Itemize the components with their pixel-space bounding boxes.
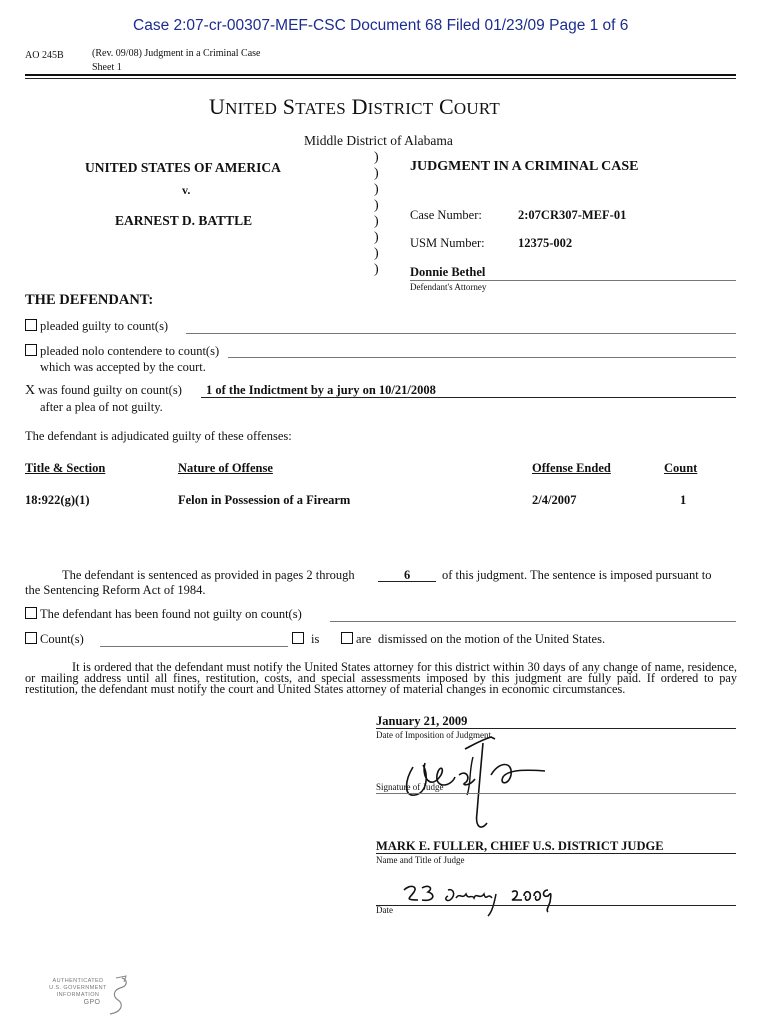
are-option: are bbox=[341, 632, 371, 647]
pleaded-guilty-option: pleaded guilty to count(s) bbox=[25, 319, 168, 334]
adjudicated-text: The defendant is adjudicated guilty of these offenses: bbox=[25, 429, 292, 443]
plaintiff-name: UNITED STATES OF AMERICA bbox=[85, 160, 281, 175]
header-nature: Nature of Offense bbox=[178, 461, 273, 475]
gpo-seal: AUTHENTICATED U.S. GOVERNMENT INFORMATION GPO bbox=[38, 974, 138, 1016]
sentence-text-a: The defendant is sentenced as provided in pages 2 through bbox=[62, 568, 355, 582]
versus: v. bbox=[182, 183, 191, 197]
header-offense-ended: Offense Ended bbox=[532, 461, 611, 475]
date-label: Date bbox=[376, 905, 393, 915]
header-count: Count bbox=[664, 461, 698, 475]
found-guilty-line bbox=[201, 397, 736, 398]
signature-label: Signature of Judge bbox=[376, 782, 444, 792]
court-name: UNITED STATES DISTRICT COURT bbox=[209, 94, 500, 119]
form-sheet: Sheet 1 bbox=[92, 62, 122, 73]
caption-paren: ) bbox=[374, 182, 379, 197]
gpo-eagle-icon bbox=[104, 974, 130, 1016]
after-plea: after a plea of not guilty. bbox=[40, 400, 163, 414]
pleaded-guilty-checkbox bbox=[25, 319, 37, 331]
caption-paren: ) bbox=[374, 150, 379, 165]
form-code: AO 245B bbox=[25, 50, 64, 61]
order-paragraph: It is ordered that the defendant must notify the United States attorney for this district within 30 days of any change of name, residence, or mailing address until all fines, restitution, costs, and special assessments imposed by this judgment are fully paid. If ordered to pay restitution, the defendant must notify the court and United States attorney of material changes in economic circumstances. bbox=[25, 660, 737, 696]
ecf-header: Case 2:07-cr-00307-MEF-CSC Document 68 Filed 01/23/09 Page 1 of 6 bbox=[133, 17, 629, 34]
sentence-pages-line bbox=[378, 581, 436, 582]
case-number: 2:07CR307-MEF-01 bbox=[518, 208, 627, 222]
sentence-text-b: of this judgment. The sentence is imposed pursuant to bbox=[442, 568, 712, 582]
form-revision: (Rev. 09/08) Judgment in a Criminal Case bbox=[92, 48, 261, 59]
is-option: is bbox=[292, 632, 319, 647]
defendant-heading: THE DEFENDANT: bbox=[25, 292, 154, 308]
judge-name-label: Name and Title of Judge bbox=[376, 855, 465, 865]
imposition-date: January 21, 2009 bbox=[376, 714, 468, 728]
pleaded-guilty-line bbox=[186, 333, 736, 334]
attorney-label: Defendant's Attorney bbox=[410, 282, 487, 292]
caption-paren: ) bbox=[374, 166, 379, 181]
found-guilty-value: 1 of the Indictment by a jury on 10/21/2008 bbox=[206, 383, 436, 397]
caption-paren: ) bbox=[374, 198, 379, 213]
dismissed-text: dismissed on the motion of the United States. bbox=[378, 632, 606, 646]
not-guilty-line bbox=[330, 621, 736, 622]
pleaded-nolo-line bbox=[228, 357, 736, 358]
not-guilty-option: The defendant has been found not guilty on count(s) bbox=[25, 607, 302, 622]
pleaded-nolo-checkbox bbox=[25, 344, 37, 356]
header-rule-thin bbox=[25, 78, 736, 79]
row-count: 1 bbox=[680, 493, 687, 507]
caption-paren: ) bbox=[374, 230, 379, 245]
sentence-pages: 6 bbox=[404, 568, 411, 582]
caption-paren: ) bbox=[374, 214, 379, 229]
counts-checkbox bbox=[25, 632, 37, 644]
row-nature: Felon in Possession of a Firearm bbox=[178, 493, 351, 507]
nolo-accepted: which was accepted by the court. bbox=[40, 360, 206, 374]
pleaded-nolo-option: pleaded nolo contendere to count(s) bbox=[25, 344, 219, 359]
defendant-name: EARNEST D. BATTLE bbox=[115, 213, 253, 228]
attorney-name: Donnie Bethel bbox=[410, 265, 486, 279]
usm-number-label: USM Number: bbox=[410, 236, 485, 250]
is-checkbox bbox=[292, 632, 304, 644]
counts-option: Count(s) bbox=[25, 632, 84, 647]
header-rule bbox=[25, 74, 736, 76]
not-guilty-checkbox bbox=[25, 607, 37, 619]
district-name: Middle District of Alabama bbox=[304, 133, 453, 148]
found-guilty-mark: X bbox=[25, 383, 36, 398]
are-checkbox bbox=[341, 632, 353, 644]
counts-line bbox=[100, 646, 288, 647]
sentence-text-c: the Sentencing Reform Act of 1984. bbox=[25, 583, 206, 597]
judge-name-line bbox=[376, 853, 736, 854]
imposition-date-line bbox=[376, 728, 736, 729]
caption-paren: ) bbox=[374, 262, 379, 277]
usm-number: 12375-002 bbox=[518, 236, 573, 250]
case-number-label: Case Number: bbox=[410, 208, 482, 222]
row-title-section: 18:922(g)(1) bbox=[25, 493, 90, 507]
date-line bbox=[376, 905, 736, 906]
header-title-section: Title & Section bbox=[25, 461, 106, 475]
imposition-label: Date of Imposition of Judgment bbox=[376, 730, 491, 740]
attorney-line bbox=[410, 280, 736, 281]
handwritten-date bbox=[400, 880, 560, 920]
caption-paren: ) bbox=[374, 246, 379, 261]
judge-name: MARK E. FULLER, CHIEF U.S. DISTRICT JUDGE bbox=[376, 839, 664, 853]
signature-line bbox=[376, 793, 736, 794]
document-title: JUDGMENT IN A CRIMINAL CASE bbox=[410, 159, 639, 174]
row-offense-ended: 2/4/2007 bbox=[532, 493, 577, 507]
found-guilty-option: X was found guilty on count(s) bbox=[25, 383, 182, 398]
